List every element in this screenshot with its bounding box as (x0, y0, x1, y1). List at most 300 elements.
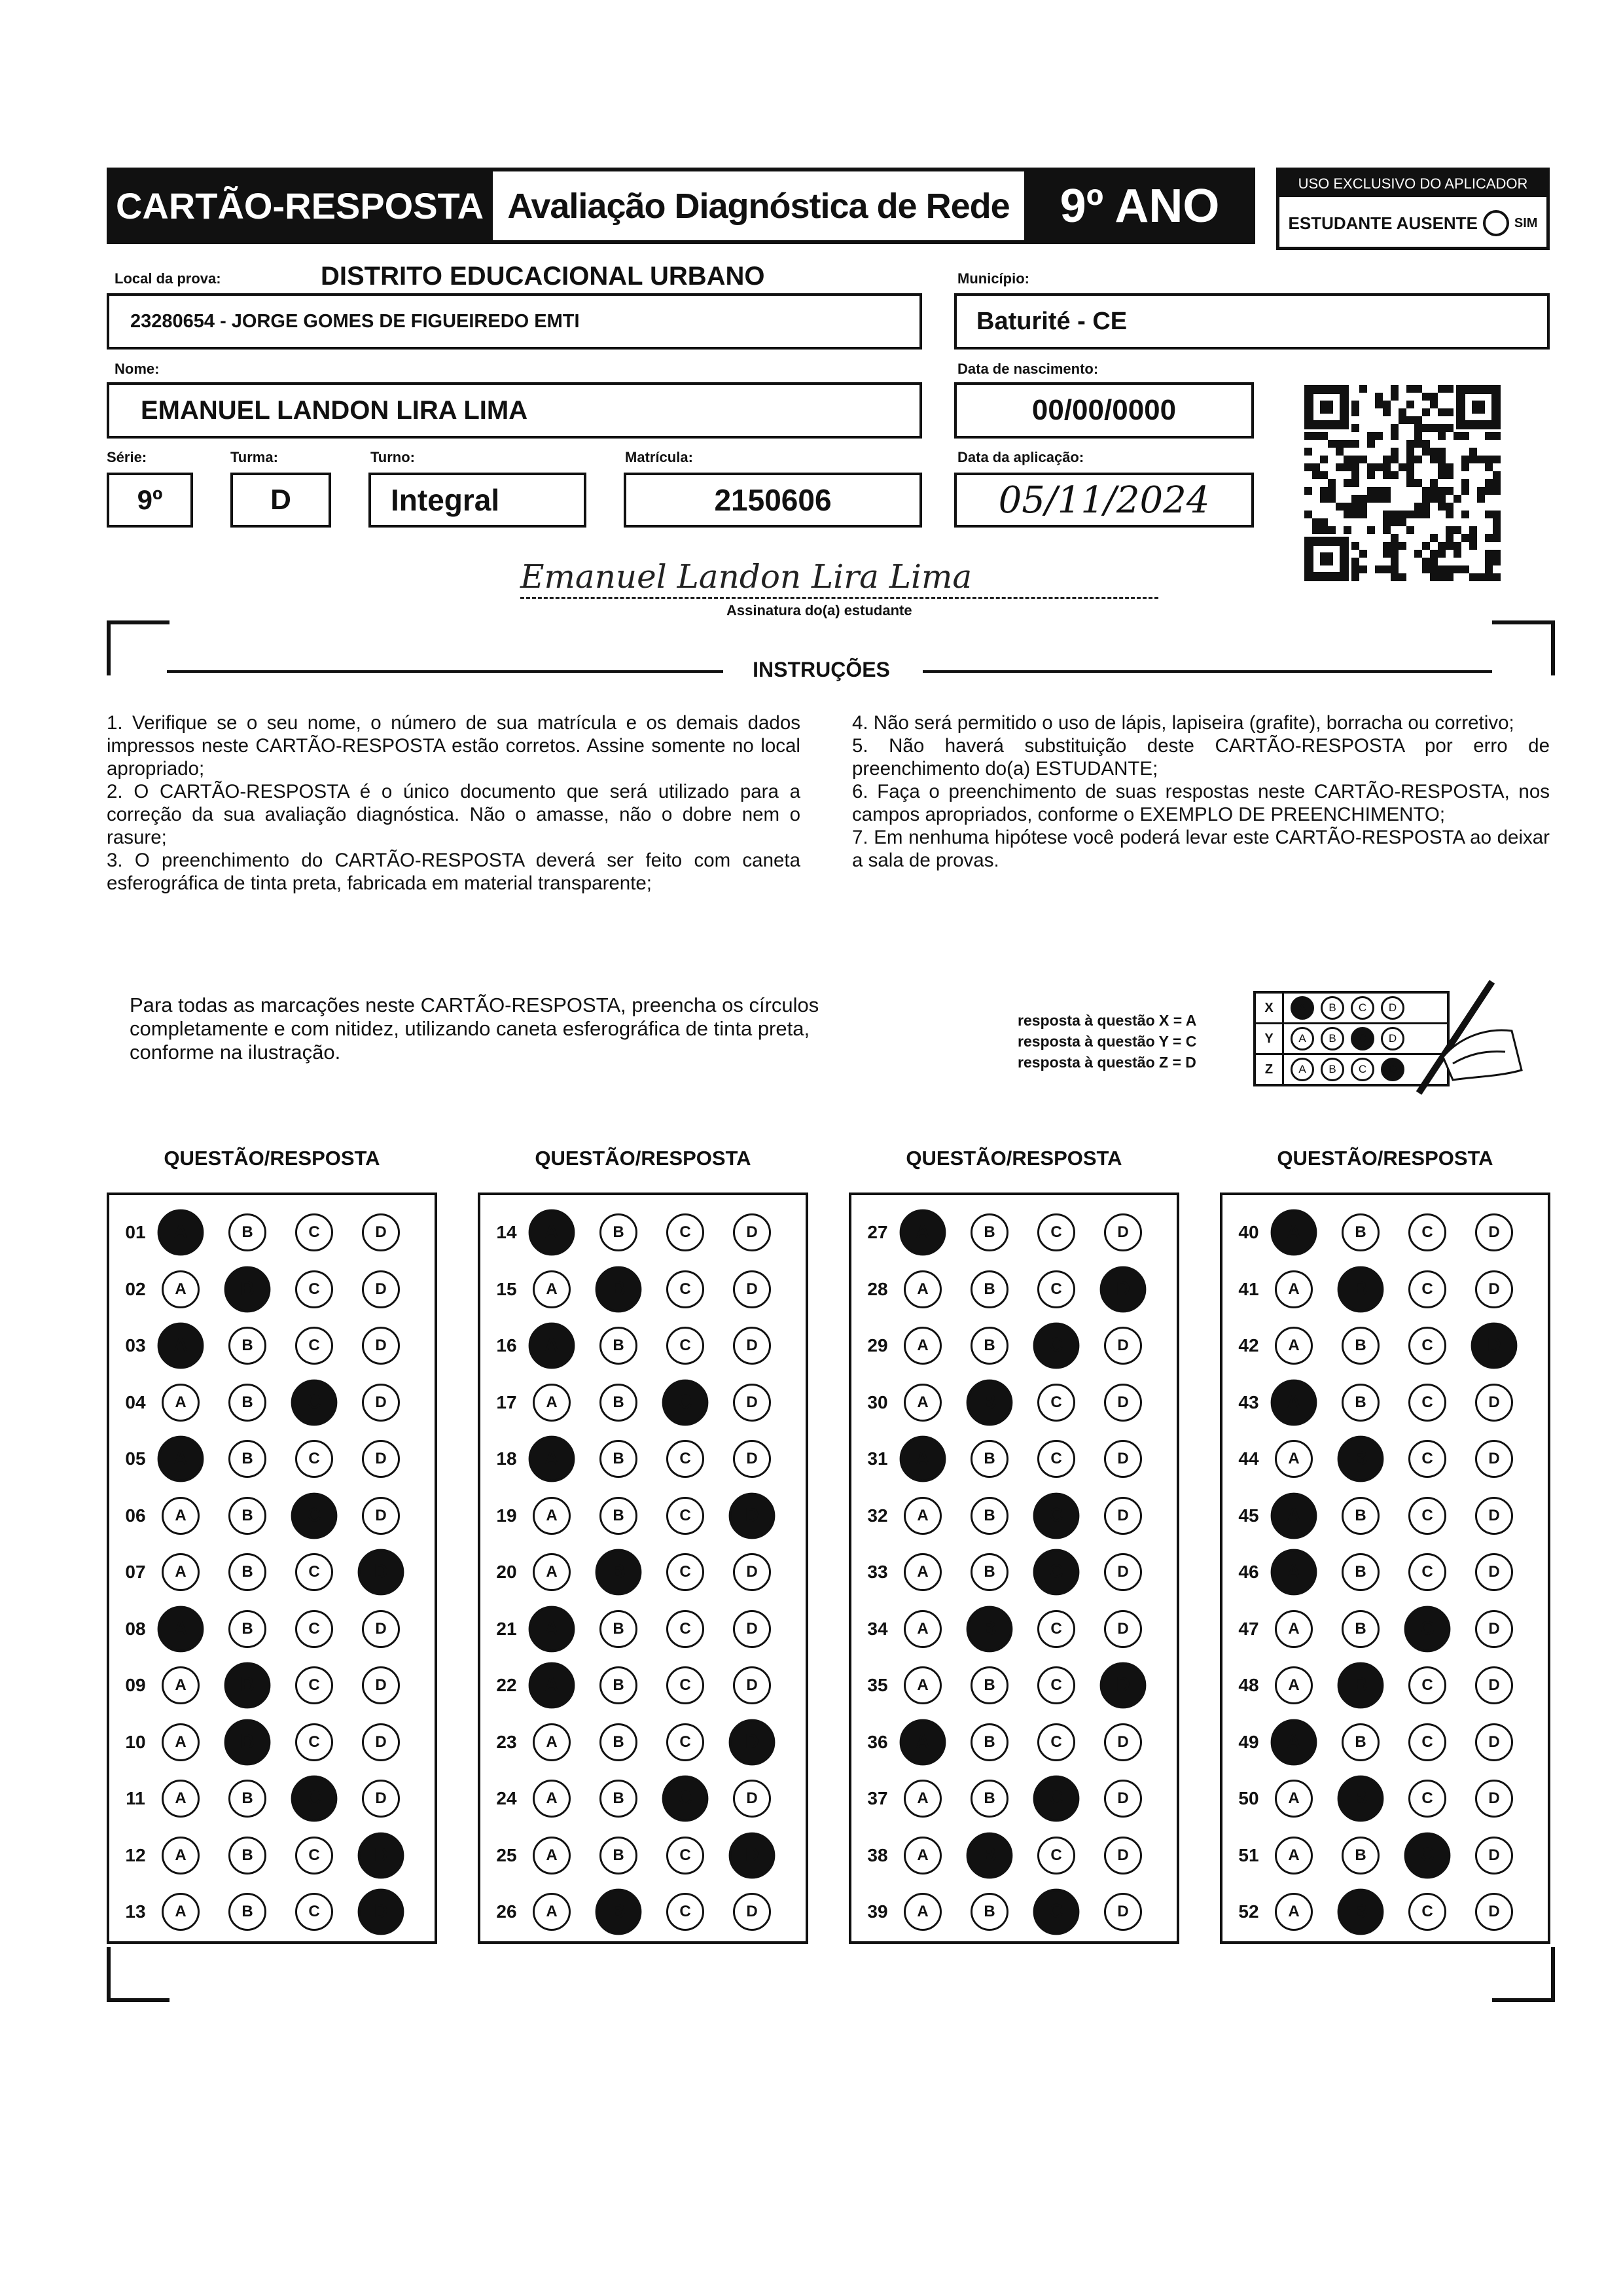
question-number: 15 (496, 1278, 517, 1299)
instructions-right-column (852, 711, 1550, 872)
question-row (480, 1544, 806, 1600)
answer-bubble[interactable]: D (362, 1723, 400, 1761)
question-number: 37 (867, 1788, 888, 1808)
answer-bubble[interactable]: C (662, 1379, 709, 1426)
answer-bubble[interactable]: B (971, 1440, 1008, 1478)
answer-bubble[interactable]: C (295, 1270, 333, 1308)
answer-bubble[interactable]: D (362, 1270, 400, 1308)
example-legend-item: resposta à questão X = A (1018, 1012, 1197, 1029)
question-number: 38 (867, 1844, 888, 1865)
question-number: 25 (496, 1844, 517, 1865)
question-number: 13 (125, 1901, 146, 1922)
question-number: 29 (867, 1335, 888, 1355)
answer-bubble[interactable]: B (971, 1327, 1008, 1365)
answer-bubble[interactable]: D (1104, 1213, 1142, 1251)
answer-bubble[interactable]: A (904, 1837, 942, 1874)
question-row (480, 1488, 806, 1544)
answer-bubble[interactable]: A (529, 1605, 575, 1652)
answer-bubble[interactable]: D (1104, 1497, 1142, 1535)
answer-bubble[interactable]: B (971, 1666, 1008, 1704)
question-row (480, 1374, 806, 1431)
answer-bubble[interactable]: B (228, 1384, 266, 1422)
answer-bubble[interactable]: D (733, 1666, 771, 1704)
question-number: 32 (867, 1505, 888, 1526)
answer-bubble[interactable]: B (228, 1553, 266, 1591)
answer-bubble[interactable]: C (666, 1497, 704, 1535)
answer-bubble[interactable]: C (1037, 1837, 1075, 1874)
question-row (480, 1827, 806, 1884)
answer-bubble[interactable]: A (533, 1893, 571, 1931)
question-row (109, 1318, 435, 1374)
answer-bubble[interactable]: C (666, 1666, 704, 1704)
question-row (480, 1601, 806, 1657)
answer-bubble[interactable]: C (666, 1610, 704, 1648)
answer-bubble[interactable]: C (295, 1213, 333, 1251)
answer-bubble[interactable]: C (1037, 1723, 1075, 1761)
answer-bubble[interactable]: B (228, 1327, 266, 1365)
question-number: 52 (1238, 1901, 1259, 1922)
answer-bubble[interactable]: A (162, 1384, 200, 1422)
question-row (1222, 1657, 1548, 1713)
answer-bubble[interactable]: A (158, 1323, 204, 1369)
aplicacao-label: Data da aplicação: (957, 449, 1084, 465)
answer-bubble[interactable]: B (228, 1610, 266, 1648)
question-row (480, 1318, 806, 1374)
question-number: 48 (1238, 1675, 1259, 1695)
question-number: 39 (867, 1901, 888, 1922)
nascimento-field: 00/00/0000 (954, 382, 1254, 439)
answer-bubble[interactable]: A (904, 1666, 942, 1704)
question-number: 18 (496, 1448, 517, 1469)
answer-bubble[interactable]: B (599, 1327, 637, 1365)
question-row (1222, 1601, 1548, 1657)
answer-bubble[interactable]: B (224, 1662, 271, 1709)
answer-bubble[interactable]: D (733, 1780, 771, 1818)
answer-bubble[interactable]: B (971, 1893, 1008, 1931)
answer-bubble[interactable]: C (1404, 1605, 1451, 1652)
answer-bubble[interactable]: A (162, 1780, 200, 1818)
turno-field: Integral (368, 473, 586, 528)
answer-bubble[interactable]: C (666, 1837, 704, 1874)
answer-bubble[interactable]: C (295, 1553, 333, 1591)
answer-bubble[interactable]: A (1271, 1379, 1317, 1426)
question-number: 33 (867, 1562, 888, 1582)
answer-bubble[interactable]: A (1275, 1837, 1313, 1874)
answer-bubble[interactable]: D (1104, 1553, 1142, 1591)
answer-bubble[interactable]: C (1037, 1213, 1075, 1251)
question-number: 46 (1238, 1562, 1259, 1582)
answer-bubble[interactable]: A (904, 1610, 942, 1648)
municipio-label: Município: (957, 270, 1029, 287)
answer-bubble[interactable]: A (162, 1837, 200, 1874)
answer-bubble[interactable]: C (1408, 1213, 1446, 1251)
answer-bubble[interactable]: A (1275, 1610, 1313, 1648)
exclusive-use-box (1276, 168, 1550, 250)
answer-bubble[interactable]: A (158, 1605, 204, 1652)
answer-bubble[interactable]: B (1338, 1266, 1384, 1312)
answer-bubble[interactable]: D (729, 1832, 776, 1878)
question-row (851, 1261, 1177, 1318)
answer-bubble[interactable]: D (1475, 1610, 1513, 1648)
answer-bubble[interactable]: D (1104, 1384, 1142, 1422)
answer-bubble[interactable]: B (967, 1379, 1013, 1426)
example-bubble: A (1291, 1058, 1314, 1081)
answer-bubble[interactable]: C (295, 1327, 333, 1365)
answer-bubble[interactable]: B (596, 1266, 642, 1312)
answer-bubble[interactable]: A (904, 1327, 942, 1365)
instruction-item: 6. Faça o preenchimento de suas respostas neste CARTÃO-RESPOSTA, nos campos apropriados, conforme o EXEMPLO DE PREENCHIMENTO; (852, 781, 1550, 825)
instruction-item: 1. Verifique se o seu nome, o número de sua matrícula e os demais dados impressos neste CARTÃO-RESPOSTA estão corretos. Assine somente no local apropriado; (107, 712, 800, 780)
question-row (1222, 1770, 1548, 1827)
question-row (109, 1884, 435, 1940)
question-row (480, 1770, 806, 1827)
answer-bubble[interactable]: A (162, 1723, 200, 1761)
answer-bubble[interactable]: D (1475, 1384, 1513, 1422)
question-number: 26 (496, 1901, 517, 1922)
answer-bubble[interactable]: B (599, 1440, 637, 1478)
answer-bubble[interactable]: B (224, 1719, 271, 1765)
question-row (851, 1827, 1177, 1884)
answer-bubble[interactable]: A (1271, 1549, 1317, 1596)
answer-bubble[interactable]: D (1100, 1662, 1147, 1709)
answer-bubble[interactable]: B (1342, 1327, 1380, 1365)
answer-bubble[interactable]: A (900, 1719, 946, 1765)
answer-bubble[interactable]: A (162, 1270, 200, 1308)
question-number: 19 (496, 1505, 517, 1526)
answer-bubble[interactable]: B (1338, 1436, 1384, 1482)
example-legend (1018, 1010, 1196, 1073)
answer-bubble[interactable]: A (904, 1893, 942, 1931)
answer-bubble[interactable]: D (733, 1327, 771, 1365)
answer-bubble[interactable]: B (1342, 1213, 1380, 1251)
answer-bubble[interactable]: C (295, 1666, 333, 1704)
answer-bubble[interactable]: B (967, 1605, 1013, 1652)
example-bubble: B (1321, 1027, 1344, 1050)
answer-bubble[interactable]: D (1475, 1553, 1513, 1591)
answer-bubble[interactable]: B (1342, 1723, 1380, 1761)
answer-bubble[interactable]: A (904, 1384, 942, 1422)
exclusive-use-title: USO EXCLUSIVO DO APLICADOR (1279, 171, 1546, 197)
answer-bubble[interactable]: B (599, 1497, 637, 1535)
answer-bubble[interactable]: B (228, 1837, 266, 1874)
signature-line (520, 597, 1158, 599)
answer-bubble[interactable]: B (599, 1723, 637, 1761)
question-number: 21 (496, 1618, 517, 1639)
answer-bubble[interactable]: B (599, 1837, 637, 1874)
answer-bubble[interactable]: C (295, 1440, 333, 1478)
answer-bubble[interactable]: C (1037, 1610, 1075, 1648)
question-number: 10 (125, 1731, 146, 1752)
answer-bubble[interactable]: A (1271, 1492, 1317, 1539)
answer-bubble[interactable]: C (1408, 1440, 1446, 1478)
answer-bubble[interactable]: B (1342, 1384, 1380, 1422)
answer-bubble[interactable]: B (971, 1780, 1008, 1818)
question-row (109, 1714, 435, 1770)
municipio-field: Baturité - CE (954, 293, 1550, 350)
answer-bubble[interactable]: C (666, 1270, 704, 1308)
answer-bubble[interactable]: C (1408, 1723, 1446, 1761)
answer-bubble[interactable]: A (533, 1837, 571, 1874)
answer-bubble[interactable]: D (729, 1719, 776, 1765)
example-bubble: C (1351, 1027, 1374, 1050)
answer-bubble[interactable]: D (733, 1270, 771, 1308)
absent-label: ESTUDANTE AUSENTE (1288, 213, 1478, 233)
answer-bubble[interactable]: B (599, 1780, 637, 1818)
answer-bubble[interactable]: A (529, 1323, 575, 1369)
answer-bubble[interactable]: D (1104, 1610, 1142, 1648)
answer-bubble[interactable]: D (1475, 1837, 1513, 1874)
question-row (480, 1657, 806, 1713)
question-number: 35 (867, 1675, 888, 1695)
answer-bubble[interactable]: C (666, 1327, 704, 1365)
answer-bubble[interactable]: D (1475, 1213, 1513, 1251)
answer-bubble[interactable]: C (1037, 1440, 1075, 1478)
answer-bubble[interactable]: C (662, 1776, 709, 1822)
answer-bubble[interactable]: A (1275, 1780, 1313, 1818)
answer-bubble[interactable]: D (362, 1610, 400, 1648)
example-bubble: B (1321, 1058, 1344, 1081)
answer-bubble[interactable]: C (291, 1776, 338, 1822)
grade-label: 9º ANO (1024, 168, 1255, 244)
instructions-rule-right (923, 670, 1492, 673)
answer-bubble[interactable]: B (599, 1610, 637, 1648)
answer-bubble[interactable]: D (1104, 1440, 1142, 1478)
answer-bubble[interactable]: B (228, 1497, 266, 1535)
answer-bubble[interactable]: B (228, 1213, 266, 1251)
example-bubble: D (1381, 1027, 1404, 1050)
answer-bubble[interactable]: B (967, 1832, 1013, 1878)
answer-bubble[interactable]: C (1037, 1270, 1075, 1308)
answer-bubble[interactable]: A (1271, 1719, 1317, 1765)
answer-bubble[interactable]: B (1338, 1662, 1384, 1709)
answer-bubble[interactable]: C (666, 1440, 704, 1478)
question-row (109, 1261, 435, 1318)
answer-bubble[interactable]: B (224, 1266, 271, 1312)
answer-bubble[interactable]: C (1408, 1666, 1446, 1704)
nome-label: Nome: (115, 361, 160, 377)
answer-bubble[interactable]: B (1342, 1497, 1380, 1535)
answer-bubble[interactable]: D (362, 1440, 400, 1478)
answer-bubble[interactable]: B (228, 1780, 266, 1818)
question-number: 06 (125, 1505, 146, 1526)
answer-bubble[interactable]: D (1104, 1837, 1142, 1874)
answer-bubble[interactable]: D (362, 1497, 400, 1535)
answer-bubble[interactable]: C (1037, 1666, 1075, 1704)
answer-bubble[interactable]: C (1033, 1492, 1080, 1539)
answer-bubble[interactable]: D (358, 1889, 404, 1935)
local-label: Local da prova: (115, 270, 221, 287)
answer-bubble[interactable]: A (529, 1210, 575, 1256)
answer-bubble[interactable]: D (362, 1327, 400, 1365)
turno-label: Turno: (370, 449, 416, 465)
answer-bubble[interactable]: C (1033, 1776, 1080, 1822)
answer-bubble[interactable]: D (362, 1384, 400, 1422)
answer-bubble[interactable]: A (904, 1497, 942, 1535)
answer-bubble[interactable]: D (733, 1213, 771, 1251)
answer-bubble[interactable]: C (295, 1723, 333, 1761)
answer-bubble[interactable]: C (1408, 1384, 1446, 1422)
answer-bubble[interactable]: A (529, 1436, 575, 1482)
pen-hand-icon (1407, 965, 1525, 1103)
answer-bubble[interactable]: C (1033, 1549, 1080, 1596)
answer-column-title: QUESTÃO/RESPOSTA (1277, 1147, 1493, 1170)
answer-bubble[interactable]: A (904, 1553, 942, 1591)
answer-bubble[interactable]: D (1471, 1323, 1518, 1369)
answer-bubble[interactable]: D (1475, 1270, 1513, 1308)
answer-bubble[interactable]: C (1408, 1893, 1446, 1931)
answer-bubble[interactable]: C (666, 1553, 704, 1591)
answer-bubble[interactable]: A (162, 1553, 200, 1591)
answer-bubble[interactable]: D (1475, 1780, 1513, 1818)
answer-bubble[interactable]: D (1104, 1327, 1142, 1365)
answer-bubble[interactable]: B (1338, 1889, 1384, 1935)
answer-bubble[interactable]: C (1408, 1497, 1446, 1535)
answer-bubble[interactable]: A (1271, 1210, 1317, 1256)
answer-bubble[interactable]: A (1275, 1440, 1313, 1478)
example-bubble: D (1381, 996, 1404, 1020)
instruction-item: 7. Em nenhuma hipótese você poderá levar este CARTÃO-RESPOSTA ao deixar a sala de provas. (852, 827, 1550, 871)
answer-bubble[interactable]: C (1033, 1323, 1080, 1369)
answer-column (849, 1193, 1179, 1944)
absent-bubble[interactable] (1483, 210, 1509, 236)
answer-bubble[interactable]: A (533, 1384, 571, 1422)
answer-bubble[interactable]: C (1408, 1780, 1446, 1818)
answer-bubble[interactable]: A (904, 1270, 942, 1308)
answer-bubble[interactable]: D (362, 1213, 400, 1251)
answer-bubble[interactable]: A (1275, 1893, 1313, 1931)
answer-bubble[interactable]: A (533, 1723, 571, 1761)
answer-bubble[interactable]: A (162, 1893, 200, 1931)
answer-bubble[interactable]: A (1275, 1270, 1313, 1308)
answer-bubble[interactable]: B (599, 1666, 637, 1704)
answer-bubble[interactable]: C (1408, 1553, 1446, 1591)
answer-bubble[interactable]: D (1104, 1893, 1142, 1931)
answer-bubble[interactable]: D (1104, 1780, 1142, 1818)
answer-bubble[interactable]: B (1342, 1837, 1380, 1874)
answer-bubble[interactable]: C (295, 1837, 333, 1874)
answer-bubble[interactable]: A (900, 1436, 946, 1482)
answer-bubble[interactable]: D (358, 1832, 404, 1878)
answer-bubble[interactable]: B (1338, 1776, 1384, 1822)
answer-bubble[interactable]: A (533, 1780, 571, 1818)
answer-bubble[interactable]: D (1475, 1723, 1513, 1761)
answer-bubble[interactable]: A (1275, 1666, 1313, 1704)
answer-bubble[interactable]: D (1475, 1497, 1513, 1535)
answer-bubble[interactable]: D (1475, 1893, 1513, 1931)
answer-bubble[interactable]: B (1342, 1610, 1380, 1648)
answer-column (1220, 1193, 1550, 1944)
answer-bubble[interactable]: C (1408, 1327, 1446, 1365)
answer-bubble[interactable]: D (362, 1780, 400, 1818)
answer-bubble[interactable]: C (1404, 1832, 1451, 1878)
answer-bubble[interactable]: A (162, 1666, 200, 1704)
question-number: 12 (125, 1844, 146, 1865)
answer-bubble[interactable]: A (904, 1780, 942, 1818)
answer-bubble[interactable]: D (733, 1440, 771, 1478)
answer-bubble[interactable]: C (1033, 1889, 1080, 1935)
answer-bubble[interactable]: D (733, 1893, 771, 1931)
answer-bubble[interactable]: B (599, 1213, 637, 1251)
answer-bubble[interactable]: B (596, 1889, 642, 1935)
answer-bubble[interactable]: A (162, 1497, 200, 1535)
answer-bubble[interactable]: A (1275, 1327, 1313, 1365)
answer-bubble[interactable]: C (295, 1893, 333, 1931)
answer-bubble[interactable]: D (1100, 1266, 1147, 1312)
example-bubble: D (1381, 1058, 1404, 1081)
answer-bubble[interactable]: B (1342, 1553, 1380, 1591)
nome-field: EMANUEL LANDON LIRA LIMA (107, 382, 922, 439)
question-number: 28 (867, 1278, 888, 1299)
answer-bubble[interactable]: D (733, 1384, 771, 1422)
answer-bubble[interactable]: B (599, 1384, 637, 1422)
answer-bubble[interactable]: D (1104, 1723, 1142, 1761)
answer-bubble[interactable]: D (362, 1666, 400, 1704)
instruction-item: 2. O CARTÃO-RESPOSTA é o único documento que será utilizado para a correção da sua avaliação diagnóstica. Não o amasse, não o dobre nem o rasure; (107, 781, 800, 848)
answer-bubble[interactable]: D (1475, 1666, 1513, 1704)
answer-bubble[interactable]: D (729, 1492, 776, 1539)
question-number: 08 (125, 1618, 146, 1639)
answer-bubble[interactable]: C (291, 1379, 338, 1426)
instructions-title: INSTRUÇÕES (753, 658, 890, 681)
answer-bubble[interactable]: D (1475, 1440, 1513, 1478)
answer-bubble[interactable]: D (733, 1610, 771, 1648)
question-row (480, 1714, 806, 1770)
answer-bubble[interactable]: A (158, 1210, 204, 1256)
question-row (109, 1770, 435, 1827)
question-row (480, 1431, 806, 1487)
answer-bubble[interactable]: C (666, 1213, 704, 1251)
answer-bubble[interactable]: B (971, 1723, 1008, 1761)
answer-bubble[interactable]: B (596, 1549, 642, 1596)
question-number: 09 (125, 1675, 146, 1695)
answer-bubble[interactable]: A (158, 1436, 204, 1482)
question-number: 20 (496, 1562, 517, 1582)
answer-bubble[interactable]: A (533, 1497, 571, 1535)
answer-bubble[interactable]: D (733, 1553, 771, 1591)
answer-bubble[interactable]: B (228, 1893, 266, 1931)
question-number: 04 (125, 1391, 146, 1412)
answer-bubble[interactable]: B (228, 1440, 266, 1478)
answer-bubble[interactable]: C (666, 1723, 704, 1761)
answer-bubble[interactable]: B (971, 1213, 1008, 1251)
answer-bubble[interactable]: A (900, 1210, 946, 1256)
example-row-key: X (1256, 994, 1284, 1022)
answer-bubble[interactable]: C (666, 1893, 704, 1931)
question-row (1222, 1714, 1548, 1770)
question-number: 50 (1238, 1788, 1259, 1808)
answer-bubble[interactable]: A (533, 1270, 571, 1308)
question-number: 02 (125, 1278, 146, 1299)
question-row (109, 1431, 435, 1487)
answer-bubble[interactable]: A (533, 1553, 571, 1591)
question-row (851, 1714, 1177, 1770)
answer-bubble[interactable]: B (971, 1553, 1008, 1591)
answer-bubble[interactable]: C (295, 1610, 333, 1648)
serie-field: 9º (107, 473, 193, 528)
answer-bubble[interactable]: C (1037, 1384, 1075, 1422)
answer-bubble[interactable]: D (358, 1549, 404, 1596)
answer-bubble[interactable]: B (971, 1497, 1008, 1535)
card-title: CARTÃO-RESPOSTA (107, 168, 493, 244)
answer-bubble[interactable]: C (291, 1492, 338, 1539)
question-number: 44 (1238, 1448, 1259, 1469)
answer-bubble[interactable]: A (529, 1662, 575, 1709)
answer-bubble[interactable]: B (971, 1270, 1008, 1308)
question-number: 17 (496, 1391, 517, 1412)
question-number: 24 (496, 1788, 517, 1808)
answer-bubble[interactable]: C (1408, 1270, 1446, 1308)
question-row (1222, 1318, 1548, 1374)
